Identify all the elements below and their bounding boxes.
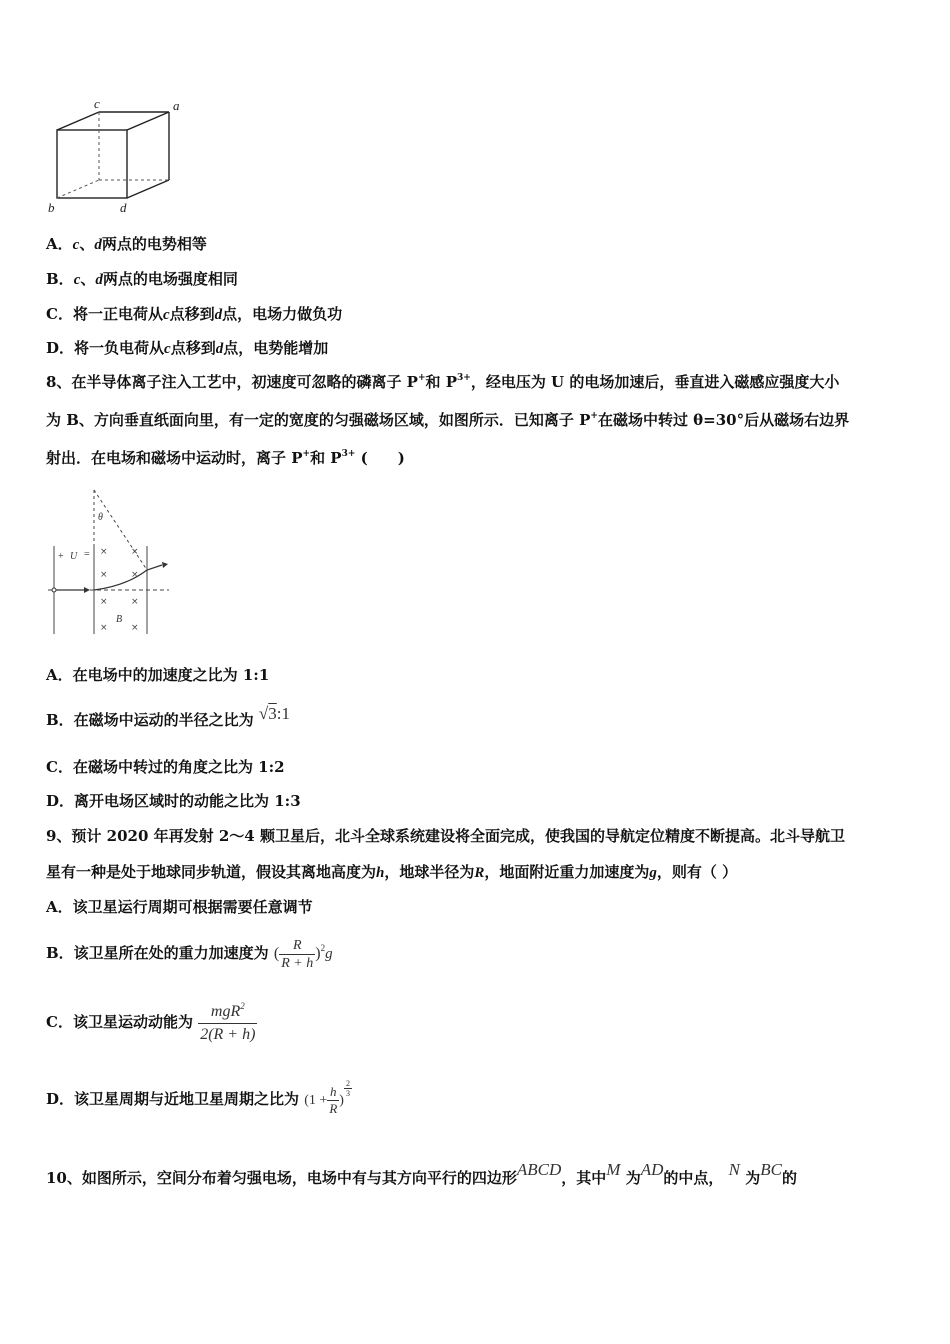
field-cross: × [100,597,108,607]
field-cross: × [131,623,139,633]
q8-stem-line1: 8、在半导体离子注入工艺中，初速度可忽略的磷离子 P+和 $P^{3+}$，经电压为 U 的电场加速后，垂直进入磁感应强度大小 [46,373,840,391]
cube-label-d: d [120,200,127,215]
q9-option-a: A．该卫星运行周期可根据需要任意调节 [46,898,313,916]
q8-stem-line2: 为 B、方向垂直纸面向里，有一定的宽度的匀强磁场区域，如图所示．已知离子 P+在磁场中转过 θ=30°后从磁场右边界 [46,411,850,429]
cube-label-c: c [94,96,100,111]
q7-option-d: D．将一负电荷从c点移到d点，电势能增加 [46,339,329,357]
field-cross: × [100,547,108,557]
q9-stem-line2: 星有一种是处于地球同步轨道，假设其离地高度为h，地球半径为R，地面附近重力加速度为g，则有（ ） [46,863,738,881]
q7-option-c: C．将一正电荷从c点移到d点，电场力做负功 [46,305,343,323]
field-cross: × [131,547,139,557]
q7-option-b: B．c、d两点的电场强度相同 [46,270,238,288]
q8-u-label: U [70,551,78,562]
q8-b-label: B [116,614,123,625]
q8-stem-line3: 射出．在电场和磁场中运动时，离子 P+和 $P^{3+}$ ( ) [46,449,405,467]
q8-option-c: C．在磁场中转过的角度之比为 1:2 [46,758,285,776]
q8-plus-label: + [58,551,64,562]
q9-stem-line1: 9、预计 2020 年再发射 2～4 颗卫星后，北斗全球系统建设将全面完成，使我国的导航定位精度不断提高。北斗导航卫 [46,827,845,845]
q8-option-b: B．在磁场中运动的半径之比为 √3:1 [46,704,290,729]
q7-option-a: A．c、d两点的电势相等 [46,235,207,253]
field-cross: × [100,570,108,580]
q8-theta-label: θ [98,512,103,523]
q8-option-d: D．离开电场区域时的动能之比为 1:3 [46,792,301,810]
field-cross: × [100,623,108,633]
q8-minus-label: = [84,549,90,560]
q8-option-a: A．在电场中的加速度之比为 1:1 [46,666,270,684]
q9-option-d: D．该卫星周期与近地卫星周期之比为 (1 + $\frac{h}{R}$ ) $\frac{2}{3}$ [46,1078,350,1116]
q9-option-b: B．该卫星所在处的重力加速度为 ( $\frac{R}{R + h}$ )$^2$g [46,937,333,971]
cube-label-a: a [173,98,180,113]
field-cross: × [131,570,139,580]
q9-option-c: C．该卫星运动动能为 $\frac{mgR^2}{2(R + h)}$ [46,995,257,1049]
q8-figure [44,486,174,638]
cube-figure [44,96,194,218]
cube-label-b: b [48,200,55,215]
q10-stem-line1: 10、如图所示，空间分布着匀强电场，电场中有与其方向平行的四边形ABCD，其中M 为AD的中点， N 为BC的 [46,1160,797,1187]
field-cross: × [131,597,139,607]
